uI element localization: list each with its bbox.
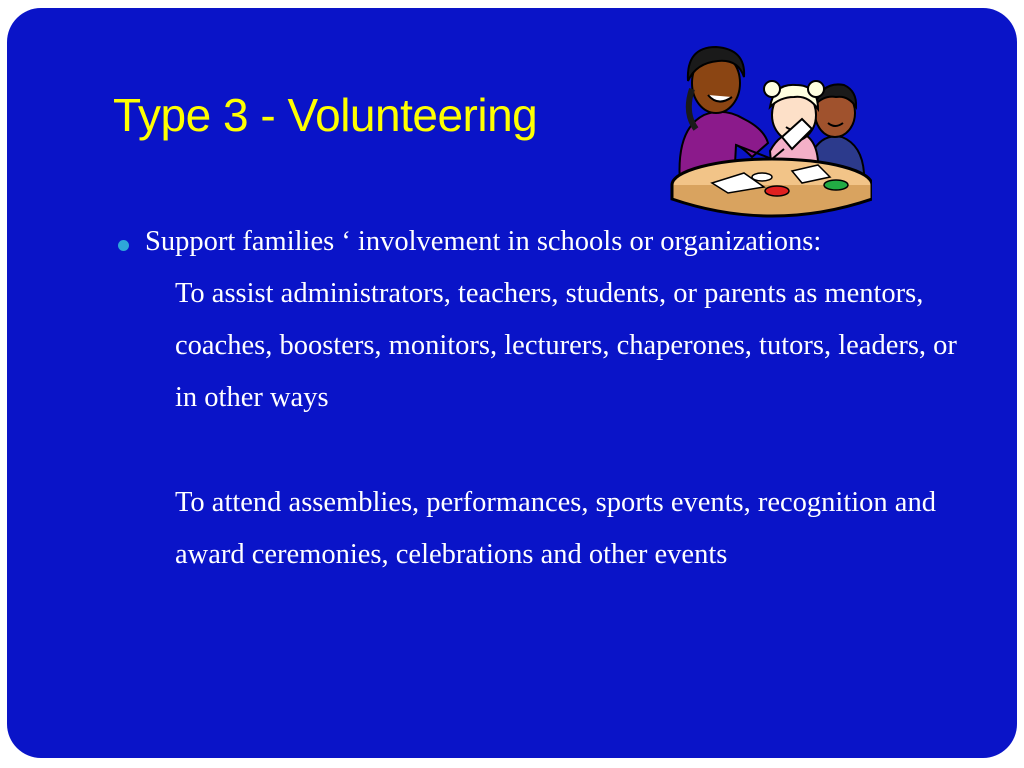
- sub-item-attend: To attend assemblies, performances, sports events, recognition and award ceremonies, celebrations and other events: [175, 487, 936, 570]
- people-at-table-clipart: [652, 33, 872, 223]
- bullet-lead-text: Support families ‘ involvement in schools or organizations:: [145, 226, 822, 257]
- spacer: [115, 424, 975, 477]
- bullet-item: [115, 216, 975, 268]
- slide: [7, 8, 1017, 758]
- slide-title: Type 3 - Volunteering: [113, 89, 538, 141]
- bullet-dot-icon: [118, 240, 129, 251]
- slide-content: [115, 216, 975, 581]
- sub-item-assist: To assist administrators, teachers, students, or parents as mentors, coaches, boosters, monitors, lecturers, chaperones, tutors, leaders, or in other ways: [175, 278, 957, 413]
